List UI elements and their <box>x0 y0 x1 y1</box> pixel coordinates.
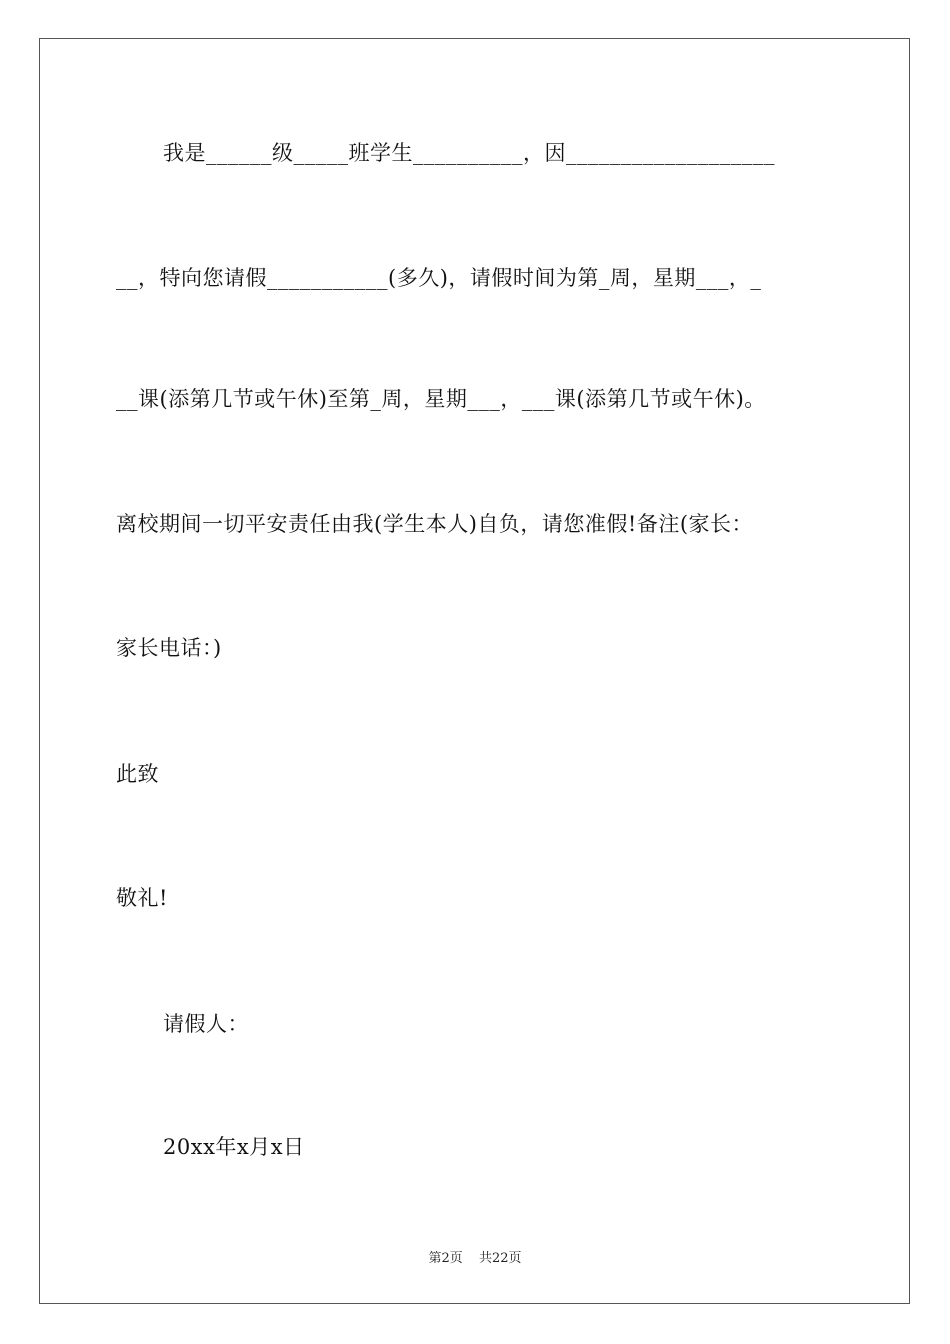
body-line-1: 我是______级_____班学生__________，因___________________ <box>163 141 775 165</box>
body-line-3: __课(添第几节或午休)至第_周，星期___，___课(添第几节或午休)。 <box>116 387 766 411</box>
body-line-4: 离校期间一切平安责任由我(学生本人)自负，请您准假!备注(家长： <box>116 512 754 536</box>
page-total: 共22页 <box>478 1251 522 1266</box>
closing-salutation: 此致 <box>116 762 159 786</box>
parent-phone-line: 家长电话：) <box>116 636 222 660</box>
date-line: 20xx年x月x日 <box>163 1135 305 1159</box>
body-line-2: __，特向您请假___________(多久)，请假时间为第_周，星期___，_ <box>116 266 762 290</box>
applicant-signature-line: 请假人： <box>163 1012 249 1036</box>
closing-regards: 敬礼! <box>116 886 168 910</box>
page-footer <box>0 1247 950 1266</box>
page-frame <box>39 38 910 1304</box>
page-number: 第2页 <box>428 1251 463 1266</box>
